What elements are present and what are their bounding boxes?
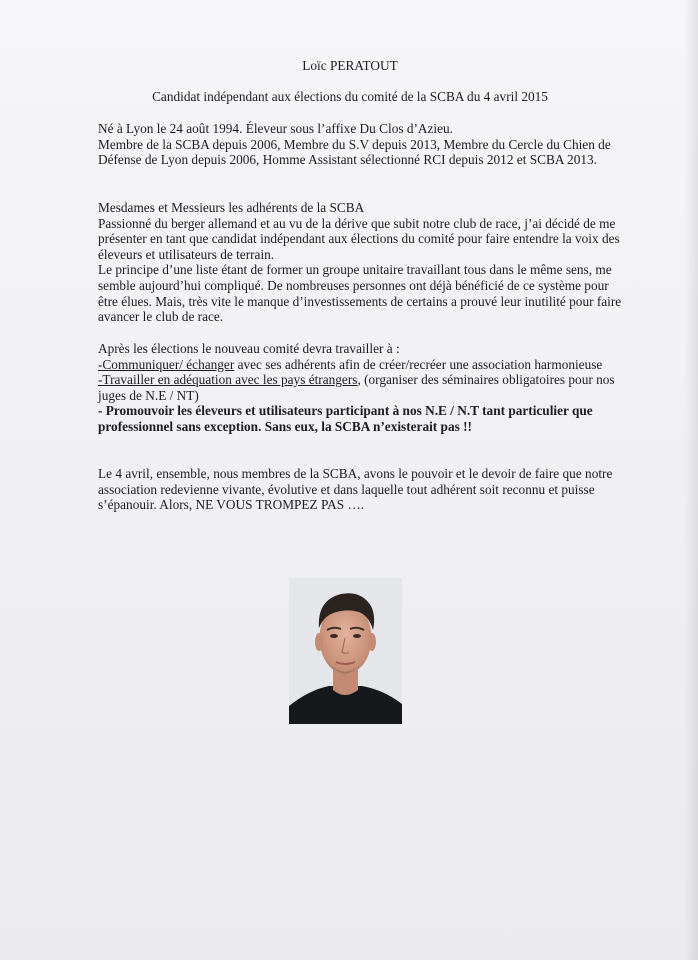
- portrait-photo: [289, 578, 402, 724]
- program-item-communicate: [98, 357, 628, 373]
- program-section: [98, 341, 628, 435]
- intro-paragraph-2: Le principe d’une liste étant de former un groupe unitaire travaillant tous dans le même sens, me semble aujourd’hui compliqué. De nombreuses personnes ont déjà bénéficié de ce système pour être élues. Mais, très vite le manque d’investissements de certains a prouvé leur inutilité pour faire avancer le club de race.: [98, 262, 622, 325]
- document-subtitle: Candidat indépendant aux élections du comité de la SCBA du 4 avril 2015: [152, 89, 548, 104]
- program-item-2-text: , (organiser des séminaires obligatoires pour nos juges de N.E / NT): [98, 372, 615, 403]
- program-item-1-underlined: -Communiquer/ échanger: [98, 356, 235, 372]
- program-item-2-underlined: -Travailler en adéquation avec les pays étrangers: [98, 372, 358, 388]
- program-item-promote: - Promouvoir les éleveurs et utilisateurs participant à nos N.E / N.T tant particulier que professionnel sans exception. Sans eux, la SCBA n’existerait pas !!: [98, 403, 593, 434]
- greeting: Mesdames et Messieurs les adhérents de la SCBA: [98, 200, 365, 215]
- program-lead: Après les élections le nouveau comité devra travailler à :: [98, 341, 400, 356]
- bio-line-birth: Né à Lyon le 24 août 1994. Éleveur sous l’affixe Du Clos d’Azieu.: [98, 121, 453, 136]
- portrait-photo-icon: [289, 578, 402, 724]
- closing-paragraph: Le 4 avril, ensemble, nous membres de la SCBA, avons le pouvoir et le devoir de faire que notre association redevienne vivante, évolutive et dans laquelle tout adhérent soit reconnu et puisse s’épanouir. Alors, NE VOUS TROMPEZ PAS ….: [98, 466, 613, 513]
- intro-paragraph-1: Passionné du berger allemand et au vu de la dérive que subit notre club de race, j’ai décidé de me présenter en tant que candidat indépendant aux élections du comité pour faire entendre la voix des éleveurs et utilisateurs de terrain.: [98, 215, 620, 262]
- program-item-foreign: [98, 372, 628, 403]
- intro-section: [98, 200, 628, 325]
- page-edge-shadow: [684, 0, 698, 960]
- program-item-1-text: avec ses adhérents afin de créer/recréer une association harmonieuse: [234, 356, 603, 372]
- bio-line-memberships: Membre de la SCBA depuis 2006, Membre du S.V depuis 2013, Membre du Cercle du Chien de Défense de Lyon depuis 2006, Homme Assistant sélectionné RCI depuis 2012 et SCBA 2013.: [98, 136, 611, 168]
- candidate-name: Loïc PERATOUT: [302, 58, 398, 73]
- bio-paragraph: [98, 121, 628, 168]
